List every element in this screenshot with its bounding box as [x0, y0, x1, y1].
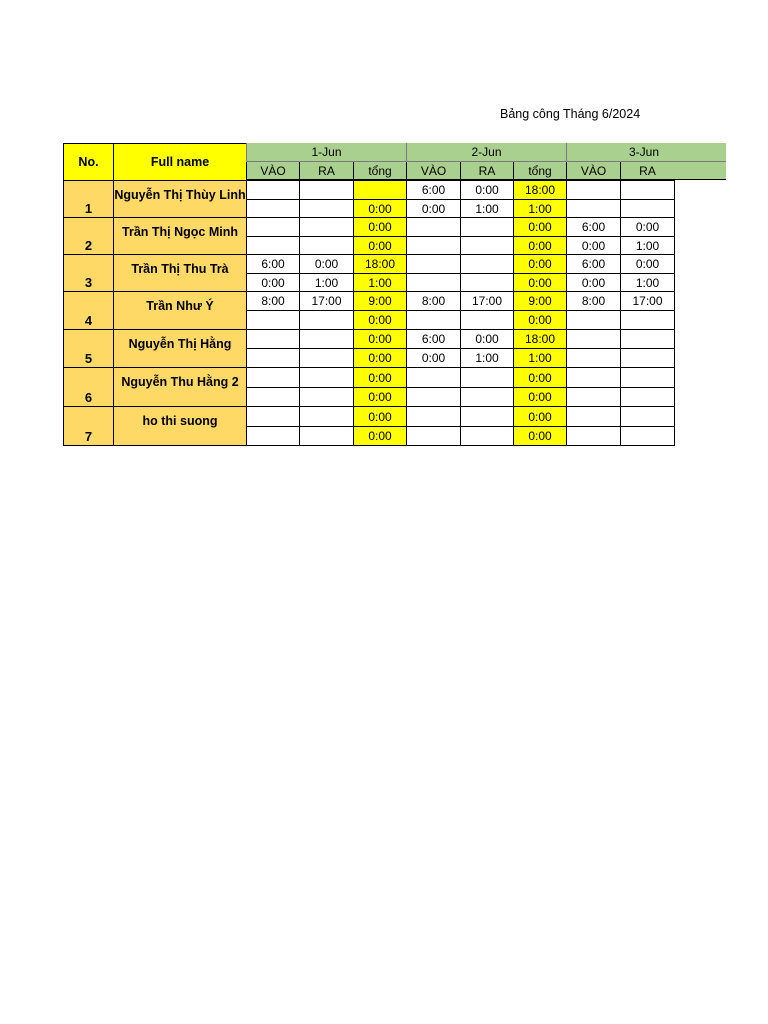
time-out-cell: 0:00 [460, 329, 514, 349]
time-out-cell [299, 348, 354, 368]
subheader-sub-in: VÀO [566, 162, 620, 180]
total-cell [353, 180, 407, 200]
time-out-cell: 0:00 [299, 254, 354, 274]
subheader-sub-in: VÀO [246, 162, 299, 180]
time-in-cell [246, 236, 300, 255]
total-cell: 0:00 [353, 426, 407, 446]
total-cell: 1:00 [353, 273, 407, 292]
total-cell: 0:00 [513, 254, 567, 274]
subheader-sub-in: VÀO [406, 162, 460, 180]
time-in-cell: 0:00 [566, 236, 621, 255]
time-out-cell: 17:00 [620, 291, 675, 311]
time-in-cell: 8:00 [246, 291, 300, 311]
time-out-cell [620, 180, 675, 200]
time-out-cell: 1:00 [460, 348, 514, 368]
time-out-cell [299, 426, 354, 446]
employee-name: Trần Thị Thu Trà [113, 254, 247, 292]
total-cell: 0:00 [353, 387, 407, 407]
row-number: 5 [63, 329, 114, 368]
time-out-cell: 0:00 [620, 217, 675, 237]
total-cell: 0:00 [353, 199, 407, 218]
total-cell: 1:00 [513, 199, 567, 218]
subheader-sub-out: RA [620, 162, 674, 180]
time-in-cell [246, 387, 300, 407]
sheet-title: Bảng công Tháng 6/2024 [500, 107, 641, 121]
employee-name: Trần Thị Ngọc Minh [113, 217, 247, 255]
time-in-cell [406, 406, 461, 427]
total-cell: 18:00 [513, 180, 567, 200]
time-in-cell [566, 199, 621, 218]
time-out-cell [620, 406, 675, 427]
time-out-cell [620, 387, 675, 407]
time-in-cell: 0:00 [406, 348, 461, 368]
time-out-cell [460, 406, 514, 427]
row-number: 2 [63, 217, 114, 255]
time-out-cell: 0:00 [460, 180, 514, 200]
time-out-cell [299, 236, 354, 255]
time-in-cell [246, 426, 300, 446]
total-cell: 0:00 [353, 217, 407, 237]
time-in-cell [246, 406, 300, 427]
time-in-cell [566, 426, 621, 446]
total-cell: 9:00 [353, 291, 407, 311]
time-in-cell: 6:00 [406, 329, 461, 349]
total-cell: 0:00 [513, 367, 567, 388]
time-in-cell [246, 180, 300, 200]
time-out-cell: 1:00 [299, 273, 354, 292]
row-number: 4 [63, 291, 114, 330]
time-in-cell: 6:00 [566, 217, 621, 237]
time-out-cell [299, 367, 354, 388]
total-cell: 0:00 [353, 329, 407, 349]
total-cell: 9:00 [513, 291, 567, 311]
time-in-cell: 6:00 [246, 254, 300, 274]
total-cell: 0:00 [353, 310, 407, 330]
time-in-cell [406, 387, 461, 407]
time-out-cell: 17:00 [299, 291, 354, 311]
time-out-cell: 1:00 [460, 199, 514, 218]
time-in-cell [566, 367, 621, 388]
time-in-cell [406, 426, 461, 446]
time-in-cell: 6:00 [406, 180, 461, 200]
time-out-cell: 1:00 [620, 273, 675, 292]
time-in-cell [246, 217, 300, 237]
time-out-cell [460, 254, 514, 274]
time-out-cell [620, 426, 675, 446]
time-in-cell: 0:00 [406, 199, 461, 218]
time-out-cell: 0:00 [620, 254, 675, 274]
total-cell: 0:00 [513, 310, 567, 330]
time-out-cell: 17:00 [460, 291, 514, 311]
total-cell: 0:00 [513, 387, 567, 407]
total-cell: 0:00 [513, 426, 567, 446]
employee-name: Nguyễn Thị Hằng [113, 329, 247, 368]
time-out-cell [460, 273, 514, 292]
time-out-cell [299, 387, 354, 407]
no-header: No. [63, 143, 114, 181]
time-out-cell [299, 329, 354, 349]
total-cell: 0:00 [513, 217, 567, 237]
time-in-cell: 0:00 [246, 273, 300, 292]
time-in-cell [406, 367, 461, 388]
total-cell: 0:00 [353, 367, 407, 388]
time-out-cell [299, 199, 354, 218]
time-out-cell [620, 310, 675, 330]
time-in-cell [246, 329, 300, 349]
employee-name: Nguyễn Thị Thùy Linh [113, 180, 247, 218]
total-cell: 0:00 [353, 348, 407, 368]
date-header-2-Jun: 2-Jun [406, 143, 566, 162]
time-out-cell [620, 199, 675, 218]
time-in-cell [566, 180, 621, 200]
total-cell: 18:00 [513, 329, 567, 349]
time-out-cell [620, 367, 675, 388]
time-in-cell [566, 310, 621, 330]
time-out-cell [460, 367, 514, 388]
time-in-cell [566, 406, 621, 427]
time-out-cell [620, 329, 675, 349]
total-cell: 0:00 [353, 406, 407, 427]
employee-name: ho thi suong [113, 406, 247, 446]
time-in-cell [246, 199, 300, 218]
total-cell: 0:00 [513, 273, 567, 292]
time-in-cell: 8:00 [566, 291, 621, 311]
date-header-3-Jun: 3-Jun [566, 143, 726, 162]
employee-name: Nguyễn Thu Hằng 2 [113, 367, 247, 407]
time-out-cell [299, 180, 354, 200]
fullname-header: Full name [113, 143, 247, 181]
time-in-cell [246, 310, 300, 330]
time-in-cell [406, 217, 461, 237]
date-header-1-Jun: 1-Jun [246, 143, 406, 162]
time-out-cell [460, 236, 514, 255]
time-out-cell [299, 406, 354, 427]
time-out-cell [299, 310, 354, 330]
time-in-cell [246, 367, 300, 388]
time-out-cell [299, 217, 354, 237]
time-in-cell: 8:00 [406, 291, 461, 311]
time-in-cell: 0:00 [566, 273, 621, 292]
total-cell: 1:00 [513, 348, 567, 368]
row-number: 1 [63, 180, 114, 218]
time-in-cell [566, 329, 621, 349]
subheader-filler [674, 162, 726, 180]
time-in-cell [406, 236, 461, 255]
time-in-cell [406, 254, 461, 274]
time-in-cell [246, 348, 300, 368]
subheader-sub-total: tổng [513, 162, 566, 180]
total-cell: 18:00 [353, 254, 407, 274]
time-out-cell [620, 348, 675, 368]
time-in-cell [566, 387, 621, 407]
row-number: 7 [63, 406, 114, 446]
time-out-cell [460, 217, 514, 237]
time-out-cell [460, 310, 514, 330]
subheader-sub-out: RA [299, 162, 353, 180]
time-in-cell [406, 310, 461, 330]
employee-name: Trần Như Ý [113, 291, 247, 330]
time-in-cell: 6:00 [566, 254, 621, 274]
subheader-sub-total: tổng [353, 162, 406, 180]
total-cell: 0:00 [353, 236, 407, 255]
total-cell: 0:00 [513, 406, 567, 427]
time-out-cell [460, 387, 514, 407]
subheader-sub-out: RA [460, 162, 513, 180]
total-cell: 0:00 [513, 236, 567, 255]
time-out-cell: 1:00 [620, 236, 675, 255]
time-in-cell [406, 273, 461, 292]
time-in-cell [566, 348, 621, 368]
time-out-cell [460, 426, 514, 446]
row-number: 3 [63, 254, 114, 292]
row-number: 6 [63, 367, 114, 407]
